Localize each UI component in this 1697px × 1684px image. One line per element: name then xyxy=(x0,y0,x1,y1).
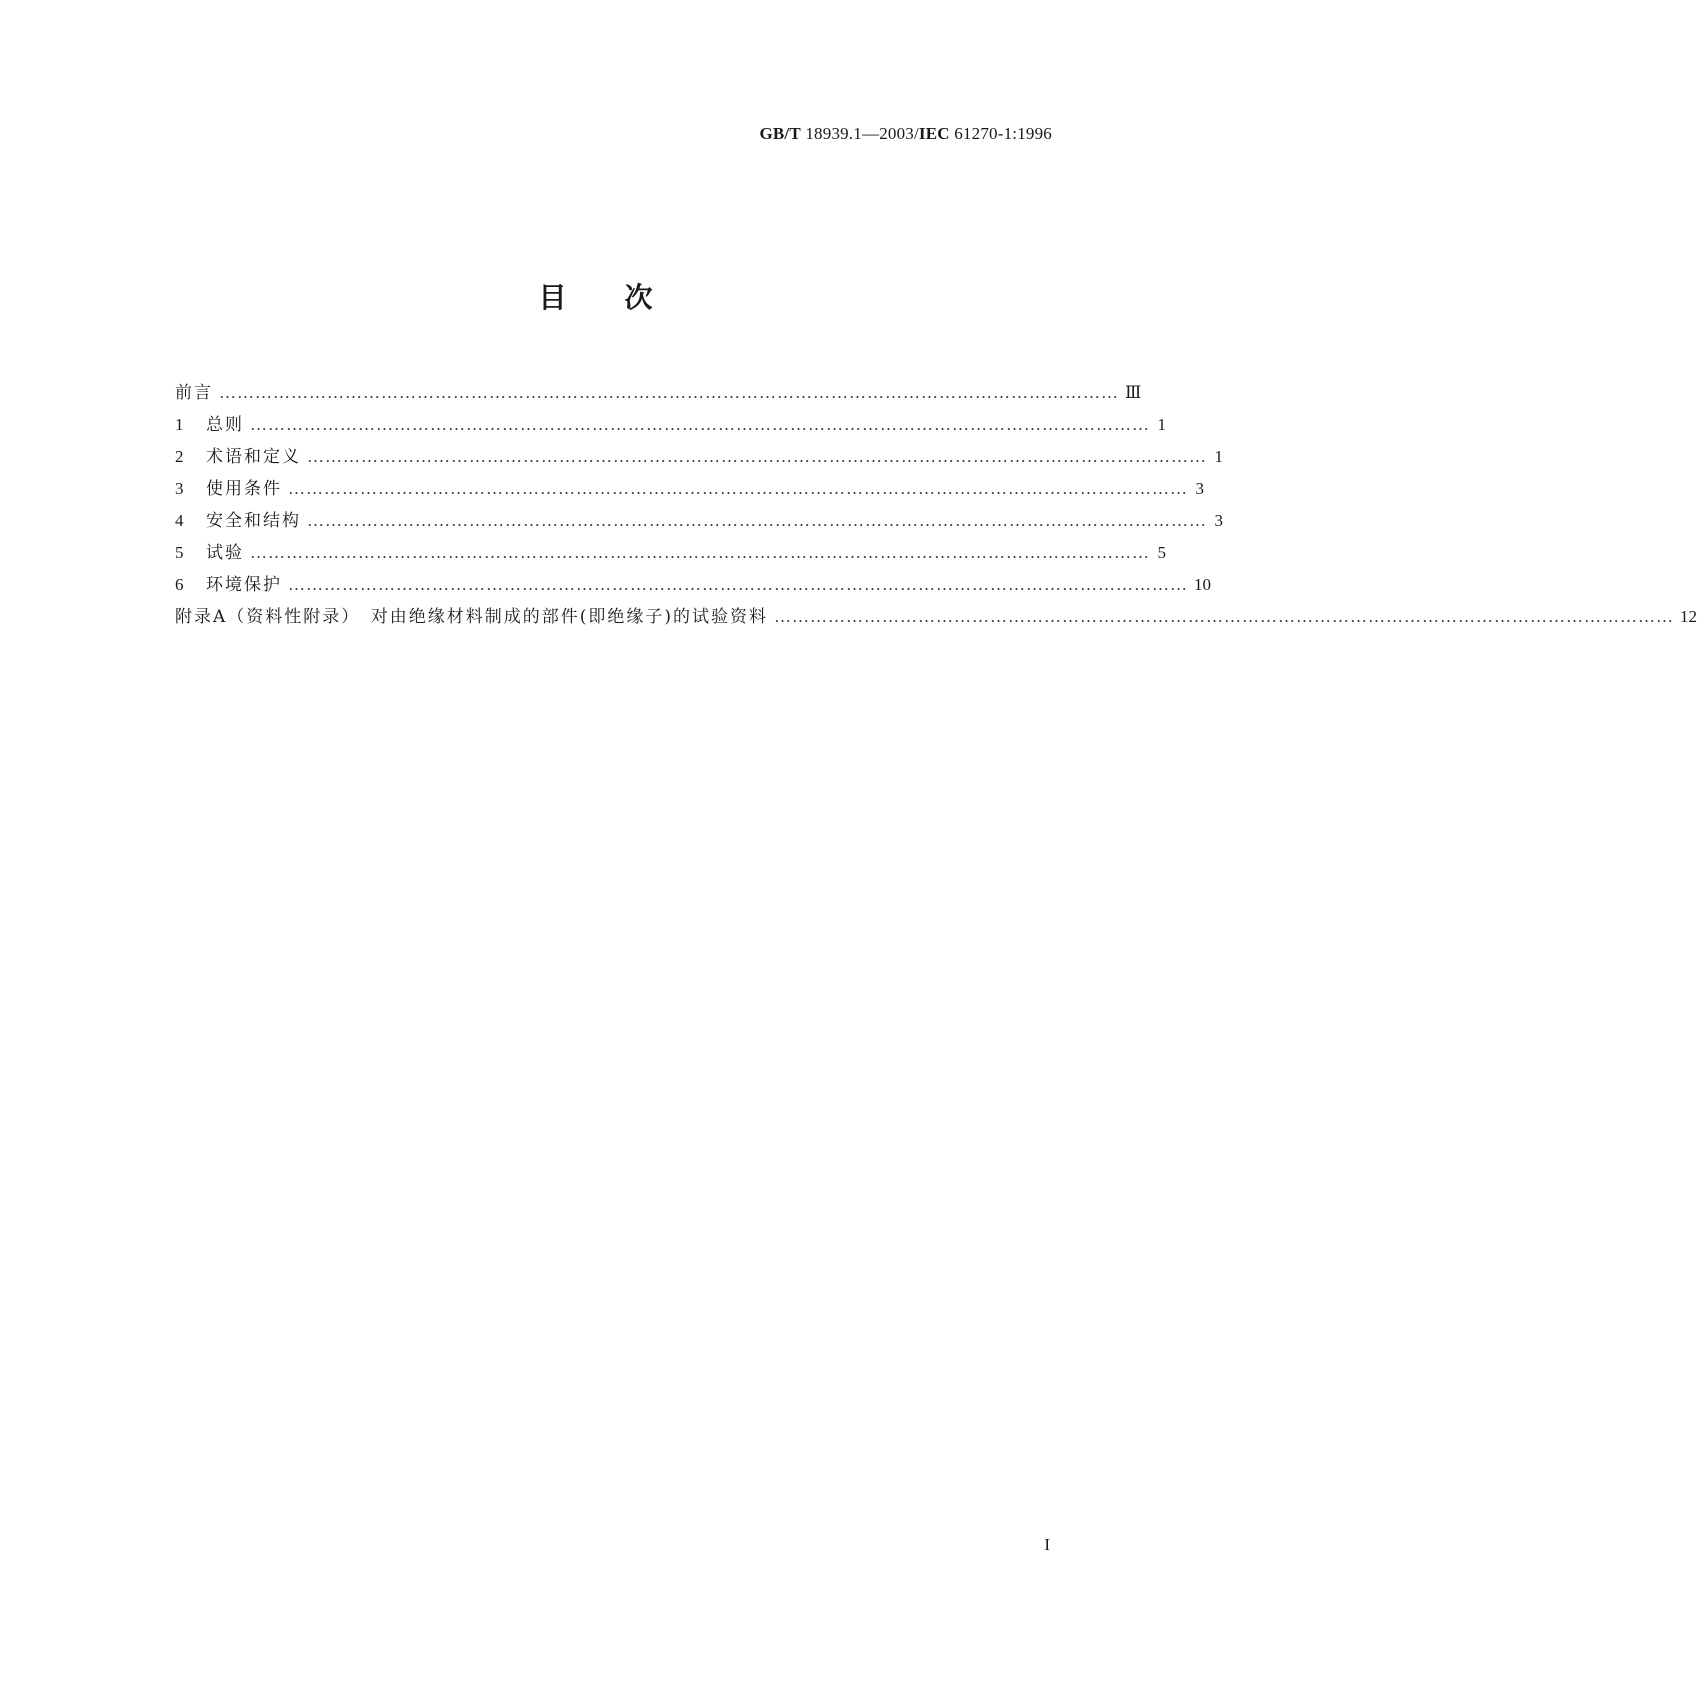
toc-entry-number: 2 xyxy=(175,447,184,466)
toc-entry-page: 1 xyxy=(1157,415,1166,434)
toc-entry-number: 4 xyxy=(175,511,184,530)
toc-entry-tests[interactable] xyxy=(175,538,1166,570)
toc-leader-dots: …………………………………………………………………………………………………………………………………… xyxy=(307,447,1207,466)
toc-entry-safety[interactable] xyxy=(175,506,1223,538)
toc-entry-page: 1 xyxy=(1214,447,1223,466)
toc-entry-foreword[interactable] xyxy=(175,378,1142,410)
toc-entry-title: 前言 xyxy=(175,383,213,403)
toc-entry-general[interactable] xyxy=(175,410,1166,442)
toc-entry-number: 6 xyxy=(175,575,184,594)
page-title: 目次 xyxy=(538,281,711,314)
iec-prefix: IEC xyxy=(918,124,950,143)
toc-entry-conditions[interactable] xyxy=(175,474,1204,506)
toc-entry-title: 使用条件 xyxy=(206,479,282,499)
toc-leader-dots: …………………………………………………………………………………………………………………………………… xyxy=(250,415,1150,434)
toc-entry-title: 安全和结构 xyxy=(206,511,301,531)
toc-entry-title: 术语和定义 xyxy=(206,447,301,467)
table-of-contents xyxy=(175,378,1697,634)
toc-leader-dots: …………………………………………………………………………………………………………………………………… xyxy=(774,607,1675,626)
iec-number: 61270-1:1996 xyxy=(949,124,1052,143)
standard-code-number: 18939.1—2003/ xyxy=(800,124,919,143)
standard-code-prefix: GB/T xyxy=(759,124,801,143)
toc-entry-page: 10 xyxy=(1194,575,1211,594)
toc-entry-number: 3 xyxy=(175,479,184,498)
toc-entry-page: 12 xyxy=(1680,607,1697,626)
toc-entry-title: 试验 xyxy=(206,543,244,563)
toc-entry-number: 5 xyxy=(175,543,184,562)
toc-entry-title: 环境保护 xyxy=(206,575,282,595)
toc-leader-dots: …………………………………………………………………………………………………………………………………… xyxy=(219,383,1119,402)
toc-entry-terms[interactable] xyxy=(175,442,1223,474)
toc-entry-annex-a[interactable] xyxy=(175,602,1697,634)
toc-entry-title: 总则 xyxy=(206,415,244,435)
toc-leader-dots: …………………………………………………………………………………………………………………………………… xyxy=(288,479,1188,498)
toc-leader-dots: …………………………………………………………………………………………………………………………………… xyxy=(288,575,1188,594)
toc-entry-page: Ⅲ xyxy=(1125,383,1142,402)
toc-entry-page: 5 xyxy=(1157,543,1166,562)
standard-code-header xyxy=(759,124,1052,144)
toc-entry-title: 附录A（资料性附录） 对由绝缘材料制成的部件(即绝缘子)的试验资料 xyxy=(175,607,769,627)
toc-entry-page: 3 xyxy=(1195,479,1204,498)
toc-entry-page: 3 xyxy=(1214,511,1223,530)
toc-leader-dots: …………………………………………………………………………………………………………………………………… xyxy=(307,511,1207,530)
toc-entry-environment[interactable] xyxy=(175,570,1211,602)
toc-entry-number: 1 xyxy=(175,415,184,434)
page-number: I xyxy=(1044,1535,1050,1554)
toc-leader-dots: …………………………………………………………………………………………………………………………………… xyxy=(250,543,1150,562)
